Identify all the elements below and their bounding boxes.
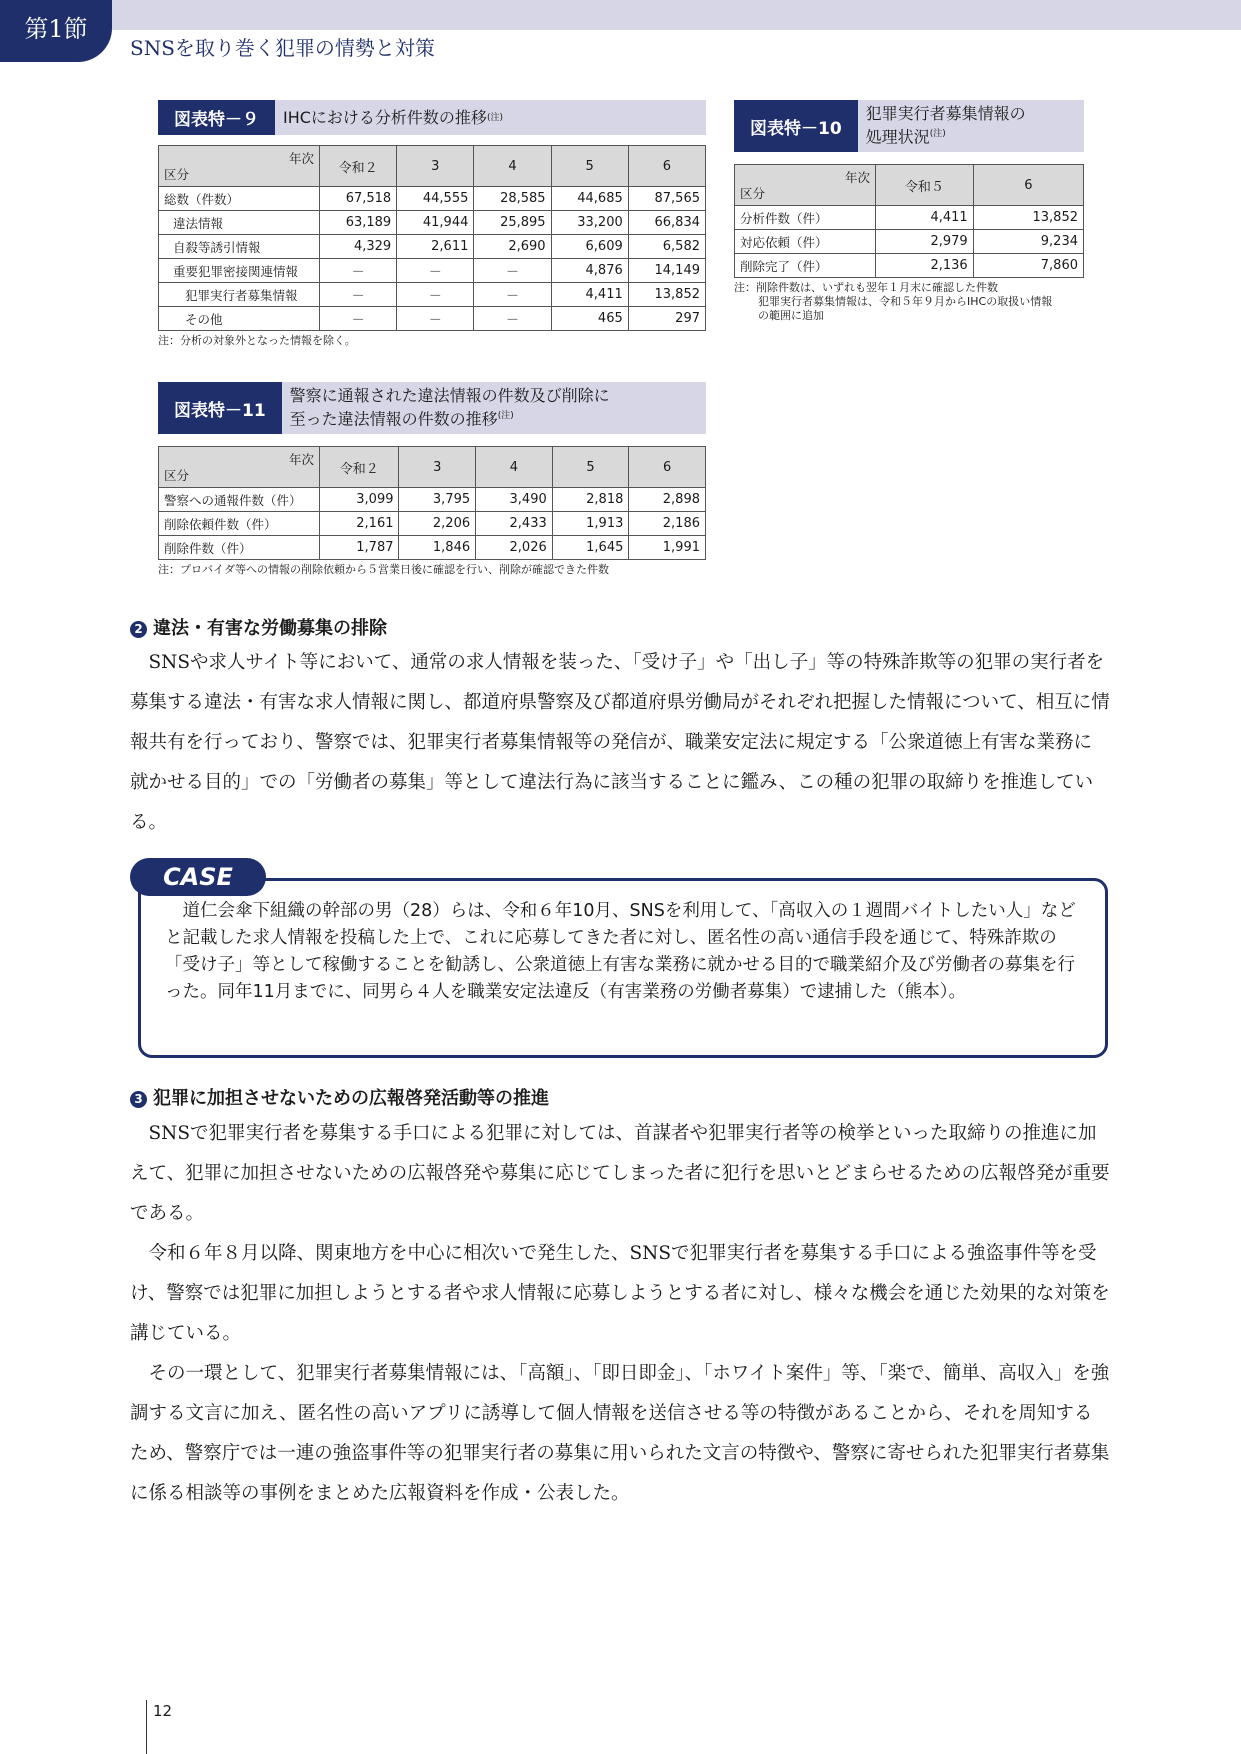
figure-10-title: 犯罪実行者募集情報の 処理状況$^{(注)}$: [865, 104, 1026, 147]
figure-11-label: 図表特－11: [158, 382, 282, 434]
section-number-icon: 2: [130, 621, 147, 638]
table-row: 自殺等誘引情報 4,329 2,611 2,690 6,609 6,582: [159, 235, 706, 259]
section-number-icon: 3: [130, 1091, 147, 1108]
year-header: 6: [629, 447, 706, 488]
year-header: 3: [397, 146, 474, 187]
figure-11-header: [158, 382, 706, 434]
page-rule: [146, 1700, 147, 1754]
figure-9-note: 注：分析の対象外となった情報を除く。: [158, 334, 356, 347]
figure-9-header: [158, 100, 706, 135]
section-2-paragraph: SNSや求人サイト等において、通常の求人情報を装った、「受け子」や「出し子」等の特殊詐欺等の犯罪の実行者を募集する違法・有害な求人情報に関し、都道府県警察及び都道府県労働局がそれぞれ把握した情報について、相互に情報共有を行っており、警察では、犯罪実行者募集情報等の発信が、職業安定法に規定する「公衆道徳上有害な業務に就かせる目的」での「労働者の募集」等として違法行為に該当することに鑑み、この種の犯罪の取締りを推進している。: [130, 652, 1110, 833]
table-corner-cell: 年次 区分: [735, 165, 876, 206]
figure-9: [158, 100, 706, 348]
table-row: 対応依頼（件） 2,979 9,234: [735, 230, 1084, 254]
year-header: 6: [628, 146, 705, 187]
figure-10-label: 図表特－10: [734, 100, 858, 152]
year-header: 4: [476, 447, 553, 488]
case-text: 道仁会傘下組織の幹部の男（28）らは、令和６年10月、SNSを利用して、「高収入の１週間バイトしたい人」などと記載した求人情報を投稿した上で、これに応募してきた者に対し、匿名性の高い通信手段を通じて、特殊詐欺の「受け子」等として稼働することを勧誘し、公衆道徳上有害な業務に就かせる目的で職業紹介及び労働者の募集を行った。同年11月までに、同男ら４人を職業安定法違反（有害業務の労働者募集）で逮捕した（熊本）。: [165, 901, 1076, 1002]
year-header: 5: [552, 447, 629, 488]
section-3-heading: 3 犯罪に加担させないための広報啓発活動等の推進: [130, 1084, 549, 1110]
table-row: 削除依頼件数（件） 2,161 2,206 2,433 1,913 2,186: [159, 512, 706, 536]
table-row: 警察への通報件数（件） 3,099 3,795 3,490 2,818 2,898: [159, 488, 706, 512]
figure-11: [158, 382, 706, 577]
figure-10: [734, 100, 1084, 323]
table-row: 総数（件数） 67,518 44,555 28,585 44,685 87,565: [159, 187, 706, 211]
figure-11-title: 警察に通報された違法情報の件数及び削除に 至った違法情報の件数の推移$^{(注)}$: [289, 386, 610, 429]
table-row: 犯罪実行者募集情報 － － － 4,411 13,852: [159, 283, 706, 307]
year-header: 6: [973, 165, 1083, 206]
year-header: 令和２: [320, 447, 399, 488]
table-row: 削除件数（件） 1,787 1,846 2,026 1,645 1,991: [159, 536, 706, 560]
case-tab: CASE: [130, 858, 266, 896]
header-band: [0, 0, 1241, 30]
figure-10-header: [734, 100, 1084, 152]
page-number: 12: [153, 1702, 173, 1720]
section-2-heading: 2 違法・有害な労働募集の排除: [130, 614, 387, 640]
table-row: 削除完了（件） 2,136 7,860: [735, 254, 1084, 278]
figure-9-title: IHCにおける分析件数の推移 (注): [283, 107, 503, 127]
year-header: 5: [551, 146, 628, 187]
section-3-paragraph-1: SNSで犯罪実行者を募集する手口による犯罪に対しては、首謀者や犯罪実行者等の検挙といった取締りの推進に加えて、犯罪に加担させないための広報啓発や募集に応じてしまった者に犯行を思いとどまらせるための広報啓発が重要である。: [130, 1123, 1110, 1224]
table-row: 重要犯罪密接関連情報 － － － 4,876 14,149: [159, 259, 706, 283]
section-3-paragraph-3: その一環として、犯罪実行者募集情報には、「高額」、「即日即金」、「ホワイト案件」等、「楽で、簡単、高収入」を強調する文言に加え、匿名性の高いアプリに誘導して個人情報を送信させる等の特徴があることから、それを周知するため、警察庁では一連の強盗事件等の犯罪実行者の募集に用いられた文言の特徴や、警察に寄せられた犯罪実行者募集に係る相談等の事例をまとめた広報資料を作成・公表した。: [130, 1363, 1110, 1504]
table-row: 違法情報 63,189 41,944 25,895 33,200 66,834: [159, 211, 706, 235]
table-corner-cell: 年次 区分: [159, 146, 320, 187]
figure-11-table: [158, 446, 706, 560]
year-header: 4: [474, 146, 551, 187]
table-row: 分析件数（件） 4,411 13,852: [735, 206, 1084, 230]
figure-9-label: 図表特－９: [158, 100, 275, 135]
table-row: その他 － － － 465 297: [159, 307, 706, 331]
year-header: 3: [399, 447, 476, 488]
year-header: 令和５: [876, 165, 974, 206]
figure-10-table: [734, 164, 1084, 278]
figure-10-note: 注：削除件数は、いずれも翌年１月末に確認した件数 犯罪実行者募集情報は、令和５年９月からIHCの取扱い情報 の範囲に追加: [734, 281, 1053, 322]
year-header: 令和２: [320, 146, 397, 187]
section-tab: 第1節: [0, 0, 112, 62]
chapter-subtitle: SNSを取り巻く犯罪の情勢と対策: [130, 36, 435, 60]
section-3-paragraph-2: 令和６年８月以降、関東地方を中心に相次いで発生した、SNSで犯罪実行者を募集する手口による強盗事件等を受け、警察では犯罪に加担しようとする者や求人情報に応募しようとする者に対し、様々な機会を通じた効果的な対策を講じている。: [130, 1243, 1110, 1344]
figure-11-note: 注：プロバイダ等への情報の削除依頼から５営業日後に確認を行い、削除が確認できた件数: [158, 563, 609, 576]
table-corner-cell: 年次 区分: [159, 447, 320, 488]
figure-9-table: [158, 145, 706, 331]
